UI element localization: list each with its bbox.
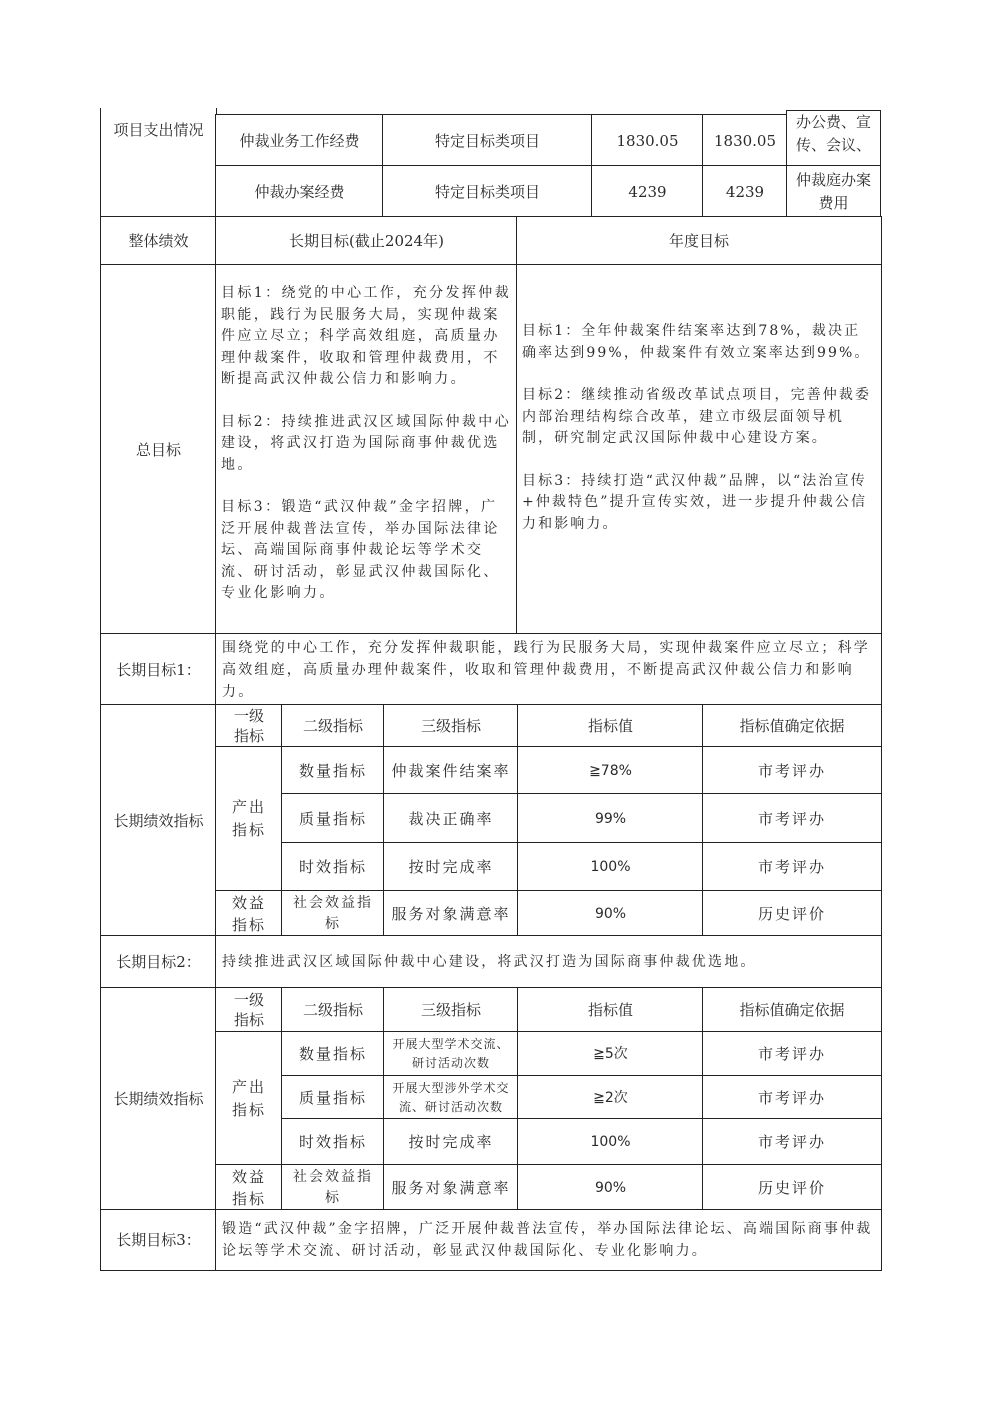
cell-text: 三级指标: [420, 717, 481, 735]
expenditure-section-label: [100, 108, 217, 218]
long-term-goal-1: 目标1：绕党的中心工作，充分发挥仲裁职能，践行为民服务大局，实现仲裁案件应立尽立；科学高效组庭，高质量办理仲裁案件，收取和管理仲裁费用，不断提高武汉仲裁公信力和影响力。: [221, 285, 512, 387]
indicator-row: [281, 890, 385, 937]
indicator-value: [517, 842, 704, 892]
expenditure-row-2-use: [786, 165, 881, 218]
cell-text: 开展大型涉外学术交流、研讨活动次数: [392, 1080, 510, 1114]
annual-goal-1: 目标1：全年仲裁案件结案率达到78%，裁决正确率达到99%，仲裁案件有效立案率达到99%。: [522, 323, 871, 361]
header-level1: [215, 704, 283, 748]
cell-text: 长期目标2：: [116, 953, 201, 971]
cell-text: 效益指标: [231, 1167, 266, 1208]
expenditure-row-1-amount-1: [591, 114, 704, 167]
indicators-2-label: [100, 987, 217, 1211]
indicator-basis: [702, 1075, 882, 1120]
cell-text: 100%: [590, 859, 631, 875]
cell-text: ≧5次: [593, 1046, 628, 1062]
benefit-indicator-label: [215, 890, 283, 937]
cell-text: 指标值确定依据: [739, 717, 845, 735]
cell-text: 指标值: [587, 717, 633, 735]
cell-text: 市考评办: [757, 858, 826, 876]
indicator-value: [517, 746, 704, 795]
indicator-row: [383, 746, 519, 795]
cell-text: 特定目标类项目: [434, 131, 540, 150]
cell-text: 二级指标: [302, 717, 363, 735]
cell-text: 时效指标: [298, 858, 367, 876]
cell-text: 裁决正确率: [408, 809, 494, 828]
long-term-goal-1-text: [215, 633, 882, 706]
header-basis: [702, 704, 882, 748]
long-term-goal-2-text: [215, 935, 882, 989]
expenditure-row-2-name: [215, 165, 384, 218]
expenditure-row-2-amount-2: [702, 165, 788, 218]
indicator-row: [383, 793, 519, 844]
header-level2: [281, 987, 385, 1033]
expenditure-row-1-type: [382, 114, 593, 167]
cell-text: 服务对象满意率: [391, 1178, 511, 1197]
indicator-basis: [702, 842, 882, 892]
indicator-basis: [702, 890, 882, 937]
indicator-row: [383, 890, 519, 937]
cell-text: 开展大型学术交流、研讨活动次数: [392, 1037, 510, 1070]
cell-text: 仲裁业务工作经费: [239, 131, 360, 150]
header-level2: [281, 704, 385, 748]
cell-text: 90%: [594, 1179, 627, 1196]
header-level1: [215, 987, 283, 1033]
indicator-row: [281, 746, 385, 795]
indicator-row: [383, 842, 519, 892]
cell-text: 质量指标: [298, 809, 367, 828]
cell-text: 二级指标: [302, 1001, 363, 1019]
indicator-value: [517, 1164, 704, 1211]
long-term-goal-2-label: [100, 935, 217, 989]
cell-text: 一级指标: [233, 707, 264, 745]
cell-text: 历史评价: [757, 1178, 826, 1197]
cell-text: 整体绩效: [128, 232, 189, 250]
cell-text: 服务对象满意率: [391, 904, 511, 923]
cell-text: 长期目标(截止2024年): [289, 232, 444, 250]
header-value: [517, 987, 704, 1033]
overall-performance-label: [100, 216, 217, 266]
indicator-value: [517, 1075, 704, 1120]
output-indicator-label: [215, 1031, 283, 1166]
indicator-row: [383, 1118, 519, 1166]
cell-text: 4239: [628, 182, 667, 201]
cell-text: 市考评办: [757, 1133, 826, 1151]
long-term-goal-2: 目标2：持续推进武汉区域国际仲裁中心建设，将武汉打造为国际商事仲裁优选地。: [221, 413, 512, 473]
cell-text: 市考评办: [757, 1088, 826, 1107]
cell-text: 1830.05: [616, 131, 679, 150]
goal-text: 围绕党的中心工作，充分发挥仲裁职能，践行为民服务大局，实现仲裁案件应立尽立；科学高效组庭，高质量办理仲裁案件，收取和管理仲裁费用，不断提高武汉仲裁公信力和影响力。: [222, 640, 870, 700]
expenditure-row-1-use: [786, 110, 881, 167]
annual-goals-text: [517, 321, 881, 535]
total-goal-label: [100, 264, 217, 635]
long-term-goal-3: 目标3：锻造“武汉仲裁”金字招牌，广泛开展仲裁普法宣传，举办国际法律论坛、高端国际商事仲裁论坛等学术交流、研讨活动，彰显武汉仲裁国际化、专业化影响力。: [221, 499, 500, 601]
cell-text: 三级指标: [420, 1001, 481, 1019]
header-basis: [702, 987, 882, 1033]
expenditure-row-2-type: [382, 165, 593, 218]
long-term-goal-header: [215, 216, 518, 266]
cell-text: 100%: [590, 1134, 631, 1150]
cell-text: 1830.05: [713, 131, 777, 150]
cell-text: 按时完成率: [408, 858, 494, 876]
indicator-row: [383, 1031, 519, 1077]
goal-text: 锻造“武汉仲裁”金字招牌，广泛开展仲裁普法宣传，举办国际法律论坛、高端国际商事仲裁论坛等学术交流、研讨活动，彰显武汉仲裁国际化、专业化影响力。: [222, 1221, 873, 1259]
cell-text: 数量指标: [298, 1045, 367, 1063]
cell-text: 长期目标3：: [116, 1231, 201, 1249]
cell-text: 4239: [725, 182, 765, 201]
goal-text: 持续推进武汉区域国际仲裁中心建设，将武汉打造为国际商事仲裁优选地。: [222, 954, 757, 970]
cell-text: 质量指标: [298, 1088, 367, 1107]
cell-text: 办公费、宣传、会议、: [795, 113, 871, 154]
expenditure-row-1-name: [215, 114, 384, 167]
cell-text: 总目标: [135, 440, 181, 459]
cell-text: 长期目标1：: [116, 660, 201, 679]
cell-text: 99%: [594, 810, 627, 827]
cell-text: 市考评办: [757, 1045, 826, 1063]
cell-text: 仲裁办案经费: [254, 182, 345, 201]
cell-text: 特定目标类项目: [434, 182, 540, 201]
cell-text: 历史评价: [757, 904, 826, 923]
annual-goal-3: 目标3：持续打造“武汉仲裁”品牌，以“法治宣传+仲裁特色”提升宣传实效，进一步提升仲裁公信力和影响力。: [522, 472, 868, 532]
indicator-basis: [702, 746, 882, 795]
cell-text: 按时完成率: [408, 1133, 494, 1151]
indicator-basis: [702, 793, 882, 844]
cell-text: 社会效益指标: [293, 894, 373, 932]
annual-goal-2: 目标2：继续推动省级改革试点项目，完善仲裁委内部治理结构综合改革，建立市级层面领导机制，研究制定武汉国际仲裁中心建设方案。: [522, 387, 872, 446]
cell-text: ≧2次: [593, 1089, 628, 1106]
indicator-value: [517, 1031, 704, 1077]
indicators-1-label: [100, 704, 217, 937]
cell-text: 市考评办: [757, 761, 826, 780]
long-term-goal-3-label: [100, 1209, 217, 1271]
expenditure-label-text: 项目支出情况: [113, 121, 204, 139]
benefit-indicator-label: [215, 1164, 283, 1211]
indicator-value: [517, 890, 704, 937]
output-indicator-label: [215, 746, 283, 892]
expenditure-row-2-amount-1: [591, 165, 704, 218]
indicator-basis: [702, 1031, 882, 1077]
cell-text: 数量指标: [298, 761, 367, 780]
indicator-row: [383, 1164, 519, 1211]
cell-text: 社会效益指标: [293, 1168, 373, 1206]
cell-text: 仲裁案件结案率: [391, 761, 511, 780]
cell-text: 仲裁庭办案费用: [795, 170, 871, 212]
indicator-value: [517, 1118, 704, 1166]
cell-text: 长期绩效指标: [113, 811, 204, 830]
indicator-row: [281, 1118, 385, 1166]
cell-text: 一级指标: [233, 991, 264, 1029]
long-term-goals-text: [216, 283, 517, 605]
header-level3: [383, 704, 519, 748]
indicator-row: [383, 1075, 519, 1120]
cell-text: 效益指标: [231, 893, 266, 934]
indicator-row: [281, 842, 385, 892]
long-term-goal-3-text: [215, 1209, 882, 1271]
indicator-basis: [702, 1164, 882, 1211]
cell-text: ≧78%: [589, 762, 632, 779]
indicator-value: [517, 793, 704, 844]
cell-text: 90%: [594, 905, 627, 922]
total-goal-annual: [516, 264, 882, 635]
cell-text: 指标值: [587, 1001, 633, 1019]
header-value: [517, 704, 704, 748]
expenditure-row-1-amount-2: [702, 114, 788, 167]
cell-text: 年度目标: [668, 232, 729, 250]
cell-text: 市考评办: [757, 809, 826, 828]
cell-text: 长期绩效指标: [113, 1090, 204, 1108]
header-level3: [383, 987, 519, 1033]
cell-text: 产出指标: [231, 1077, 266, 1119]
long-term-goal-1-label: [100, 633, 217, 706]
indicator-row: [281, 1164, 385, 1211]
indicator-row: [281, 1075, 385, 1120]
indicator-row: [281, 793, 385, 844]
cell-text: 时效指标: [298, 1133, 367, 1151]
total-goal-long-term: [215, 264, 518, 635]
cell-text: 产出指标: [231, 798, 266, 839]
annual-goal-header: [516, 216, 882, 266]
indicator-row: [281, 1031, 385, 1077]
cell-text: 指标值确定依据: [739, 1001, 845, 1019]
indicator-basis: [702, 1118, 882, 1166]
